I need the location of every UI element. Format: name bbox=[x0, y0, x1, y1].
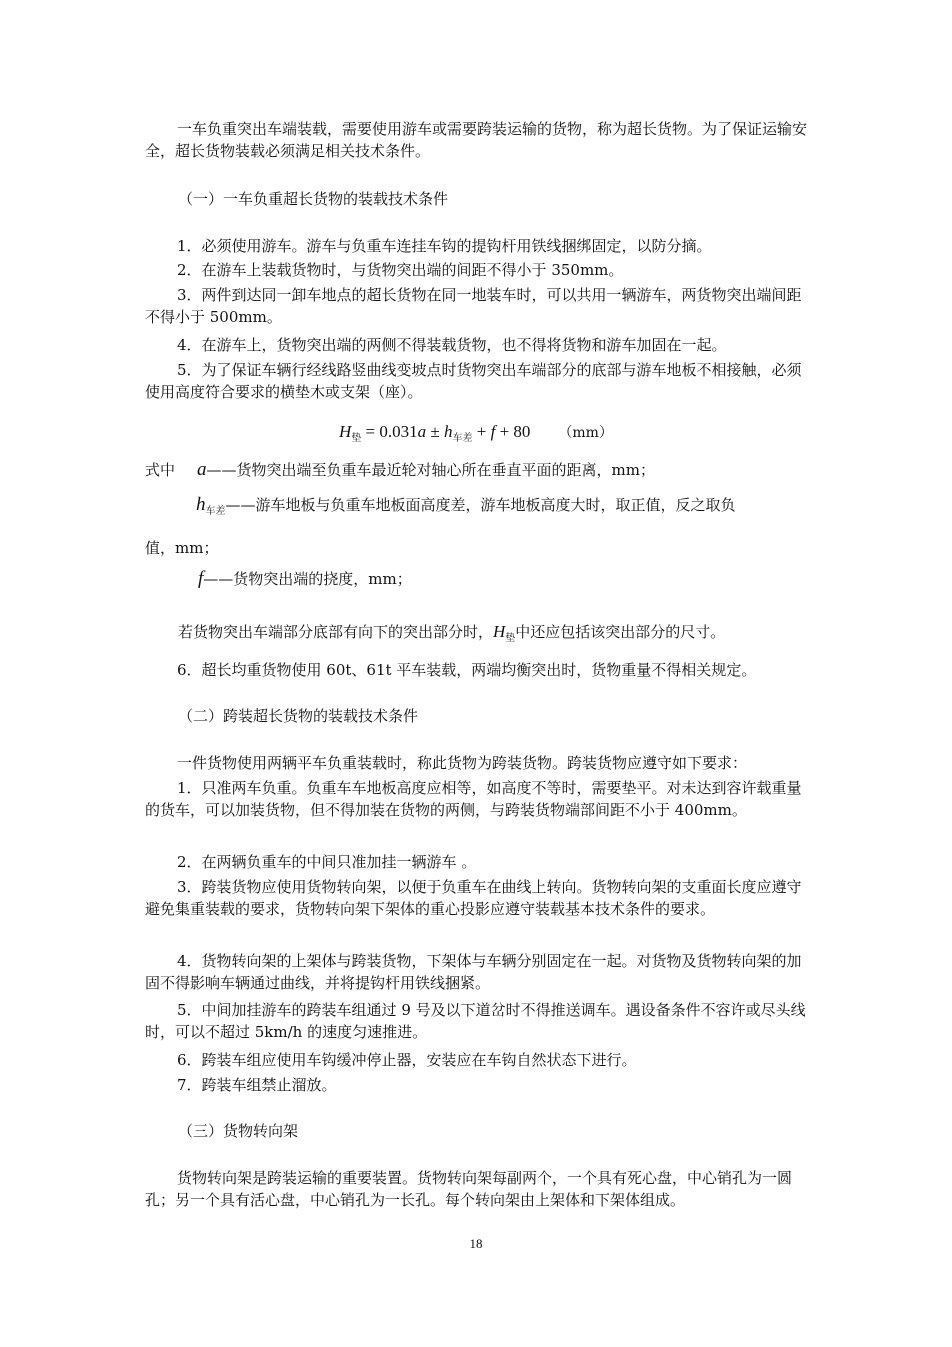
formula-H-sub: 垫 bbox=[351, 433, 362, 444]
section-2-item-3: 3．跨装货物应使用货物转向架，以便于负重车在曲线上转向。货物转向架的支重面长度应遵守避免集重装载的要求，货物转向架下架体的重心投影应遵守装载基本技术条件的要求。 bbox=[145, 878, 802, 918]
formula-h: h bbox=[443, 422, 453, 441]
section-2-heading: （二）跨装超长货物的装载技术条件 bbox=[178, 707, 419, 725]
formula-pm: ± bbox=[426, 422, 444, 441]
symbol-a: a bbox=[197, 459, 207, 480]
formula-h-sub: 车差 bbox=[452, 433, 473, 444]
symbol-f: f bbox=[198, 568, 204, 589]
intro-paragraph: 一车负重突出车端装载，需要使用游车或需要跨装运输的货物，称为超长货物。为了保证运输安全，超长货物装载必须满足相关技术条件。 bbox=[145, 120, 808, 160]
definition-a bbox=[145, 459, 655, 481]
section-2-item-4: 4．货物转向架的上架体与跨装货物，下架体与车辆分别固定在一起。对货物及货物转向架的加固不得影响车辆通过曲线，并将提钩杆用铁线捆紧。 bbox=[145, 952, 802, 992]
section-2-item-1: 1．只准两车负重。负重车车地板高度应相等，如高度不等时，需要垫平。对未达到容许载重量的货车，可以加装货物，但不得加装在货物的两侧，与跨装货物端部间距不小于 400mm。 bbox=[145, 779, 802, 819]
formula-plus-80: + 80 bbox=[495, 422, 531, 441]
section-2-item-5: 5．中间加挂游车的跨装车组通过 9 号及以下道岔时不得推送调车。遇设备条件不容许或尽头线时，可以不超过 5km/h 的速度匀速推进。 bbox=[145, 1001, 806, 1041]
section-3-paragraph: 货物转向架是跨装运输的重要装置。货物转向架每副两个，一个具有死心盘，中心销孔为一圆孔；另一个具有活心盘，中心销孔为一长孔。每个转向架由上架体和下架体组成。 bbox=[145, 1169, 793, 1209]
definition-h bbox=[196, 494, 736, 523]
formula-plus-f: + bbox=[472, 422, 491, 441]
symbol-H-note: $H_垫$ bbox=[493, 622, 516, 644]
definition-a-text: ——货物突出端至负重车最近轮对轴心所在垂直平面的距离，mm； bbox=[206, 461, 655, 479]
formula-rhs-1: = 0.031 bbox=[361, 422, 418, 441]
height-formula bbox=[0, 421, 952, 450]
definition-f-text: ——货物突出端的挠度，mm； bbox=[203, 570, 412, 588]
formula-H: H bbox=[339, 422, 352, 441]
definition-f bbox=[198, 568, 412, 590]
section-1-item-3: 3．两件到达同一卸车地点的超长货物在同一地装车时，可以共用一辆游车，两货物突出端间距不得小于 500mm。 bbox=[145, 286, 802, 326]
section-1-heading: （一）一车负重超长货物的装载技术条件 bbox=[178, 190, 449, 208]
definition-h-text: ——游车地板与负重车地板面高度差，游车地板高度大时，取正值，反之取负 bbox=[225, 496, 736, 514]
section-2-item-2: 2．在两辆负重车的中间只准加挂一辆游车 。 bbox=[177, 853, 477, 871]
formula-unit: （mm） bbox=[558, 425, 613, 441]
section-2-item-6: 6．跨装车组应使用车钩缓冲停止器，安装应在车钩自然状态下进行。 bbox=[177, 1051, 637, 1069]
formula-f: f bbox=[490, 422, 496, 441]
definition-h-continued: 值，mm； bbox=[145, 539, 219, 557]
section-2-item-7: 7．跨装车组禁止溜放。 bbox=[177, 1076, 337, 1094]
formula-a: a bbox=[417, 422, 427, 441]
section-1-item-6: 6．超长均重货物使用 60t、61t 平车装载，两端均衡突出时，货物重量不得相关规定。 bbox=[177, 661, 757, 679]
section-1-item-4: 4．在游车上，货物突出端的两侧不得装载货物，也不得将货物和游车加固在一起。 bbox=[177, 336, 727, 354]
protrusion-note: 若货物突出车端部分底部有向下的突出部分时，$H_垫$中还应包括该突出部分的尺寸。 bbox=[178, 622, 726, 644]
section-1-item-5: 5．为了保证车辆行经线路竖曲线变坡点时货物突出车端部分的底部与游车地板不相接触，必须使用高度符合要求的横垫木或支架（座）。 bbox=[145, 361, 802, 401]
where-prefix: 式中 bbox=[145, 461, 176, 479]
section-1-item-2: 2．在游车上装载货物时，与货物突出端的间距不得小于 350mm。 bbox=[177, 261, 624, 279]
page-number: 18 bbox=[469, 1236, 483, 1251]
section-2-intro: 一件货物使用两辆平车负重装载时，称此货物为跨装货物。跨装货物应遵守如下要求： bbox=[177, 754, 748, 772]
symbol-h: $h_{车差}$ bbox=[196, 494, 226, 517]
section-3-heading: （三）货物转向架 bbox=[178, 1122, 299, 1140]
section-1-item-1: 1．必须使用游车。游车与负重车连挂车钩的提钩杆用铁线捆绑固定，以防分摘。 bbox=[177, 237, 712, 255]
